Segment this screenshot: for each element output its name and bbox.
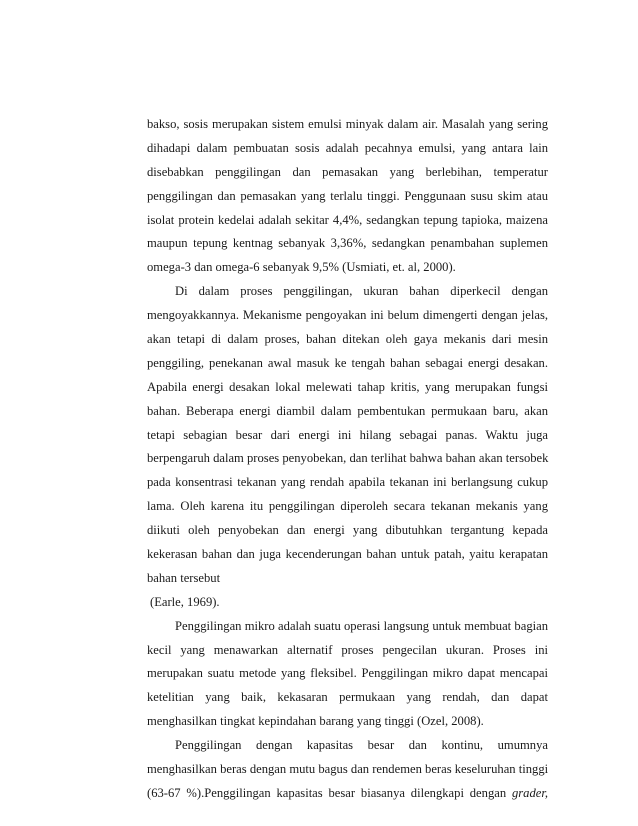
text-line: maupun tepung kentnag sebanyak 3,36%, sedangkan penambahan suplemen <box>147 236 548 251</box>
text-line: merupakan suatu metode yang fleksibel. Penggilingan mikro dapat mencapai <box>147 666 548 681</box>
text-line: penggilingan dan pemasakan yang terlalu tinggi. Penggunaan susu skim atau <box>147 188 548 203</box>
text-line: isolat protein kedelai adalah sekitar 4,4%, sedangkan tepung tapioka, maizena <box>147 212 548 227</box>
text-line: Apabila energi desakan lokal melewati tahap kritis, yang merupakan fungsi <box>147 379 548 394</box>
text-line: omega-3 dan omega-6 sebanyak 9,5% (Usmiati, et. al, 2000). <box>147 260 456 275</box>
text-line: diikuti oleh penyobekan dan energi yang dibutuhkan tergantung kepada <box>147 523 548 538</box>
text-line-part: (63-67 %).Penggilingan kapasitas besar biasanya dilengkapi dengan <box>147 785 512 800</box>
italic-term: grader, <box>511 785 548 800</box>
body-text <box>147 113 548 806</box>
text-line: disebabkan penggilingan dan pemasakan yang berlebihan, temperatur <box>147 164 548 179</box>
text-line <box>147 782 548 806</box>
text-line: mengoyakkannya. Mekanisme pengoyakan ini belum dimengerti dengan jelas, <box>147 308 548 323</box>
text-line: bahan. Beberapa energi diambil dalam pembentukan permukaan baru, akan <box>147 403 548 418</box>
text-line: kekerasan bahan dan juga kecenderungan bahan untuk patah, yaitu kerapatan <box>147 547 548 562</box>
text-line: kecil yang menawarkan alternatif proses pengecilan ukuran. Proses ini <box>147 642 548 657</box>
text-line: lama. Oleh karena itu penggilingan diperoleh secara tekanan mekanis yang <box>147 499 548 514</box>
text-line: penggiling, penekanan awal masuk ke tengah bahan sebagai energi desakan. <box>147 355 548 370</box>
text-line: Di dalam proses penggilingan, ukuran bahan diperkecil dengan <box>175 284 548 299</box>
text-line: ketelitian yang baik, kekasaran permukaan yang rendah, dan dapat <box>147 690 548 705</box>
citation-line: (Earle, 1969). <box>150 594 220 609</box>
text-line: dihadapi dalam pembuatan sosis adalah pecahnya emulsi, yang antara lain <box>147 140 548 155</box>
text-line: pada konsentrasi tekanan yang rendah apabila tekanan ini berlangsung cukup <box>147 475 548 490</box>
text-line: menghasilkan beras dengan mutu bagus dan rendemen beras keseluruhan tinggi <box>147 762 549 777</box>
text-line: akan tetapi di dalam proses, bahan ditekan oleh gaya mekanis dari mesin <box>147 332 548 347</box>
text-line: bakso, sosis merupakan sistem emulsi minyak dalam air. Masalah yang sering <box>147 117 548 131</box>
text-line: tetapi sebagian besar dari energi ini hilang sebagai panas. Waktu juga <box>147 427 548 442</box>
text-line: Penggilingan mikro adalah suatu operasi langsung untuk membuat bagian <box>175 618 548 633</box>
text-line: berpengaruh dalam proses penyobekan, dan terlihat bahwa bahan akan tersobek <box>147 451 549 466</box>
text-line: Penggilingan dengan kapasitas besar dan kontinu, umumnya <box>175 738 548 753</box>
text-line: bahan tersebut <box>147 570 221 585</box>
text-line: menghasilkan tingkat kepindahan barang yang tinggi (Ozel, 2008). <box>147 714 484 729</box>
